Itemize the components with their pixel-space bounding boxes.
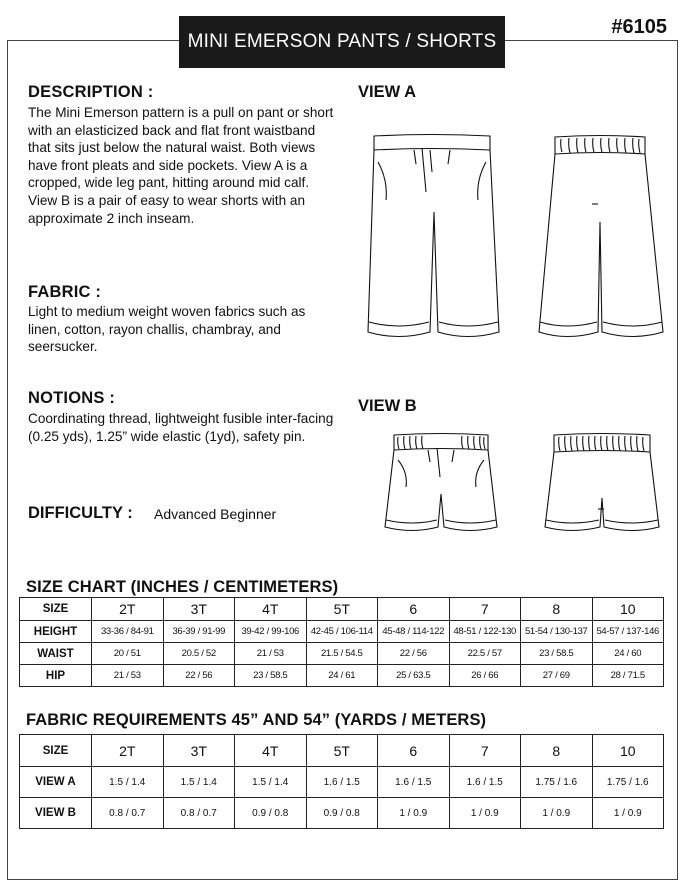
table-cell: 1.6 / 1.5 [306,767,378,798]
table-cell: 1.75 / 1.6 [592,767,664,798]
description-text: The Mini Emerson pattern is a pull on pant or short with an elasticized back and flat front waistband that sits just below the natural waist. Both views have front pleats and side pockets. View A is a cropped, wide leg pant, hitting around mid calf. View B is a pair of easy to wear shorts with an approximate 2 inch inseam. [28,105,334,226]
view-a-back-illustration [535,132,665,347]
table-cell: 1.6 / 1.5 [449,767,521,798]
view-a-front-illustration [366,132,501,347]
table-cell: 54-57 / 137-146 [592,621,664,643]
description-heading: DESCRIPTION : [28,83,154,101]
table-cell: 0.9 / 0.8 [306,798,378,829]
table-cell: 27 / 69 [521,665,593,687]
size-chart-table [19,597,664,687]
size-col-header: 3T [163,735,235,767]
fabric-requirements-table [19,734,664,829]
size-col-header: 4T [235,735,307,767]
row-label-view-b: VIEW B [20,798,92,829]
table-cell: 0.8 / 0.7 [163,798,235,829]
table-row [20,643,664,665]
table-cell: 21 / 53 [235,643,307,665]
table-row [20,665,664,687]
view-b-label: VIEW B [358,397,417,415]
table-cell: 21 / 53 [92,665,164,687]
row-label-hip: HIP [20,665,92,687]
size-chart-title: SIZE CHART (INCHES / CENTIMETERS) [26,578,339,596]
table-cell: 21.5 / 54.5 [306,643,378,665]
table-cell: 25 / 63.5 [378,665,450,687]
table-cell: 1 / 0.9 [521,798,593,829]
table-cell: 1 / 0.9 [592,798,664,829]
table-cell: 20 / 51 [92,643,164,665]
table-cell: 24 / 61 [306,665,378,687]
table-cell: 1 / 0.9 [378,798,450,829]
row-label-height: HEIGHT [20,621,92,643]
table-cell: 0.9 / 0.8 [235,798,307,829]
table-cell: 36-39 / 91-99 [163,621,235,643]
fabric-req-header-row [20,735,664,767]
table-cell: 1 / 0.9 [449,798,521,829]
size-col-header: 8 [521,735,593,767]
view-b-front-illustration [382,432,500,537]
fabric-heading: FABRIC : [28,283,102,301]
table-cell: 24 / 60 [592,643,664,665]
difficulty-value: Advanced Beginner [154,506,277,522]
table-cell: 45-48 / 114-122 [378,621,450,643]
table-cell: 28 / 71.5 [592,665,664,687]
table-cell: 33-36 / 84-91 [92,621,164,643]
table-cell: 22.5 / 57 [449,643,521,665]
size-chart-header-row [20,598,664,621]
table-cell: 1.5 / 1.4 [92,767,164,798]
size-col-header: 2T [92,598,164,621]
size-col-header: 6 [378,735,450,767]
table-cell: 22 / 56 [163,665,235,687]
fabric-req-size-label: SIZE [20,735,92,767]
size-col-header: 4T [235,598,307,621]
size-col-header: 5T [306,735,378,767]
size-col-header: 10 [592,598,664,621]
table-cell: 23 / 58.5 [521,643,593,665]
size-col-header: 5T [306,598,378,621]
table-cell: 51-54 / 130-137 [521,621,593,643]
pattern-title: MINI EMERSON PANTS / SHORTS [179,16,505,68]
table-row [20,798,664,829]
table-cell: 48-51 / 122-130 [449,621,521,643]
table-cell: 26 / 66 [449,665,521,687]
size-chart-size-label: SIZE [20,598,92,621]
row-label-waist: WAIST [20,643,92,665]
size-col-header: 10 [592,735,664,767]
view-a-label: VIEW A [358,83,417,101]
pattern-number: #6105 [611,16,667,38]
size-col-header: 6 [378,598,450,621]
row-label-view-a: VIEW A [20,767,92,798]
table-row [20,767,664,798]
table-cell: 23 / 58.5 [235,665,307,687]
table-cell: 1.6 / 1.5 [378,767,450,798]
table-cell: 39-42 / 99-106 [235,621,307,643]
view-b-back-illustration [542,432,662,537]
table-cell: 1.5 / 1.4 [235,767,307,798]
notions-heading: NOTIONS : [28,389,116,407]
size-col-header: 8 [521,598,593,621]
size-col-header: 2T [92,735,164,767]
table-cell: 1.5 / 1.4 [163,767,235,798]
size-col-header: 7 [449,735,521,767]
difficulty-heading: DIFFICULTY : [28,504,133,522]
table-cell: 20.5 / 52 [163,643,235,665]
table-cell: 1.75 / 1.6 [521,767,593,798]
size-col-header: 7 [449,598,521,621]
table-cell: 42-45 / 106-114 [306,621,378,643]
fabric-text: Light to medium weight woven fabrics such as linen, cotton, rayon challis, chambray, and seersucker. [28,304,306,355]
notions-text: Coordinating thread, lightweight fusible inter-facing (0.25 yds), 1.25” wide elastic (1yd), safety pin. [28,411,334,444]
table-cell: 22 / 56 [378,643,450,665]
table-cell: 0.8 / 0.7 [92,798,164,829]
table-row [20,621,664,643]
size-col-header: 3T [163,598,235,621]
fabric-requirements-title: FABRIC REQUIREMENTS 45” AND 54” (YARDS / METERS) [26,711,487,729]
